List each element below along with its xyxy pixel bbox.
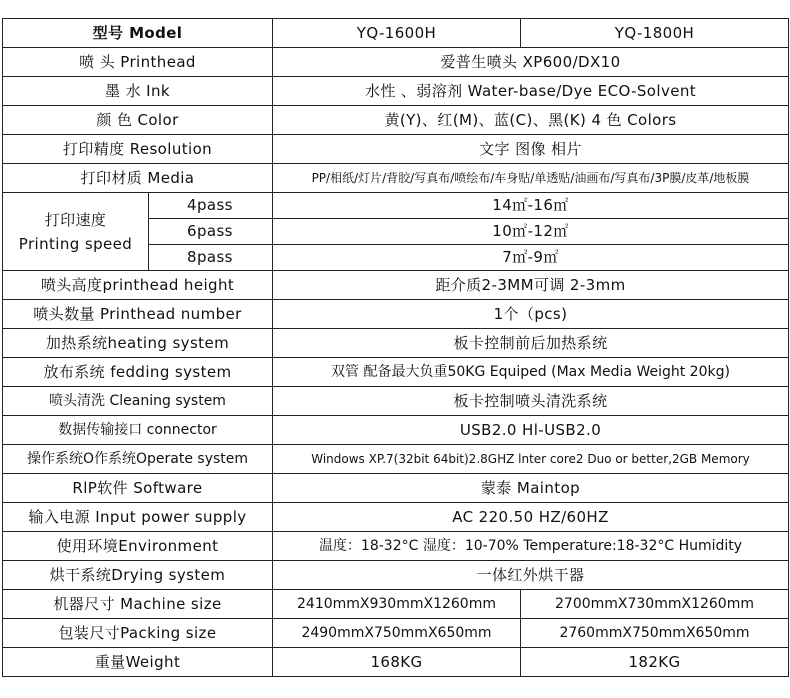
media-value: PP/相纸/灯片/背胶/写真布/喷绘布/车身贴/单透贴/油画布/写真布/3P膜/皮革/地板膜 xyxy=(273,164,789,193)
speed-pass-8: 8pass xyxy=(149,245,273,271)
row-software xyxy=(3,474,789,503)
speed-pass-6: 6pass xyxy=(149,219,273,245)
row-cleaning xyxy=(3,387,789,416)
drying-value: 一体红外烘干器 xyxy=(273,561,789,590)
printhead-label: 喷 头 Printhead xyxy=(3,48,273,77)
resolution-value: 文字 图像 相片 xyxy=(273,135,789,164)
row-media xyxy=(3,164,789,193)
speed-value-4: 14㎡-16㎡ xyxy=(273,193,789,219)
software-value: 蒙泰 Maintop xyxy=(273,474,789,503)
row-drying xyxy=(3,561,789,590)
environment-value: 温度：18-32°C 湿度：10-70% Temperature:18-32°C Humidity xyxy=(273,532,789,561)
speed-label xyxy=(3,193,149,271)
row-number xyxy=(3,300,789,329)
power-value: AC 220.50 HZ/60HZ xyxy=(273,503,789,532)
color-value: 黄(Y)、红(M)、蓝(C)、黑(K) 4 色 Colors xyxy=(273,106,789,135)
packing-size-value-2: 2760mmX750mmX650mm xyxy=(521,619,789,648)
row-machine-size xyxy=(3,590,789,619)
packing-size-value-1: 2490mmX750mmX650mm xyxy=(273,619,521,648)
connector-value: USB2.0 Hl-USB2.0 xyxy=(273,416,789,445)
machine-size-value-2: 2700mmX730mmX1260mm xyxy=(521,590,789,619)
drying-label: 烘干系统Drying system xyxy=(3,561,273,590)
speed-value-6: 10㎡-12㎡ xyxy=(273,219,789,245)
height-value: 距介质2-3MM可调 2-3mm xyxy=(273,271,789,300)
weight-value-1: 168KG xyxy=(273,648,521,677)
row-heating xyxy=(3,329,789,358)
weight-label: 重量Weight xyxy=(3,648,273,677)
cleaning-label: 喷头清洗 Cleaning system xyxy=(3,387,273,416)
spec-table xyxy=(2,18,789,677)
row-os xyxy=(3,445,789,474)
heating-value: 板卡控制前后加热系统 xyxy=(273,329,789,358)
row-feeding xyxy=(3,358,789,387)
cleaning-value: 板卡控制喷头清洗系统 xyxy=(273,387,789,416)
os-value: Windows XP.7(32bit 64bit)2.8GHZ lnter core2 Duo or better,2GB Memory xyxy=(273,445,789,474)
model-value-2: YQ-1800H xyxy=(521,19,789,48)
row-packing-size xyxy=(3,619,789,648)
speed-label-en: Printing speed xyxy=(18,234,133,253)
row-resolution xyxy=(3,135,789,164)
number-label: 喷头数量 Printhead number xyxy=(3,300,273,329)
row-weight xyxy=(3,648,789,677)
resolution-label: 打印精度 Resolution xyxy=(3,135,273,164)
software-label: RlP软件 Software xyxy=(3,474,273,503)
model-label: 型号 Model xyxy=(3,19,273,48)
row-speed-4pass xyxy=(3,193,789,219)
color-label: 颜 色 Color xyxy=(3,106,273,135)
row-height xyxy=(3,271,789,300)
row-model xyxy=(3,19,789,48)
row-connector xyxy=(3,416,789,445)
os-label: 操作系统O作系统Operate system xyxy=(3,445,273,474)
feeding-label: 放布系统 fedding system xyxy=(3,358,273,387)
media-label: 打印材质 Media xyxy=(3,164,273,193)
number-value: 1个（pcs) xyxy=(273,300,789,329)
connector-label: 数据传输接口 connector xyxy=(3,416,273,445)
machine-size-value-1: 2410mmX930mmX1260mm xyxy=(273,590,521,619)
ink-label: 墨 水 Ink xyxy=(3,77,273,106)
row-printhead xyxy=(3,48,789,77)
packing-size-label: 包装尺寸Packing size xyxy=(3,619,273,648)
model-value-1: YQ-1600H xyxy=(273,19,521,48)
printhead-value: 爱普生喷头 XP600/DX10 xyxy=(273,48,789,77)
feeding-value: 双管 配备最大负重50KG Equiped (Max Media Weight 20kg) xyxy=(273,358,789,387)
row-environment xyxy=(3,532,789,561)
row-ink xyxy=(3,77,789,106)
speed-label-cn: 打印速度 xyxy=(44,210,107,229)
row-power xyxy=(3,503,789,532)
height-label: 喷头高度printhead height xyxy=(3,271,273,300)
environment-label: 使用环境Environment xyxy=(3,532,273,561)
heating-label: 加热系统heating system xyxy=(3,329,273,358)
machine-size-label: 机器尺寸 Machine size xyxy=(3,590,273,619)
row-color xyxy=(3,106,789,135)
weight-value-2: 182KG xyxy=(521,648,789,677)
speed-pass-4: 4pass xyxy=(149,193,273,219)
speed-value-8: 7㎡-9㎡ xyxy=(273,245,789,271)
power-label: 输入电源 Input power supply xyxy=(3,503,273,532)
ink-value: 水性 、弱溶剂 Water-base/Dye ECO-Solvent xyxy=(273,77,789,106)
